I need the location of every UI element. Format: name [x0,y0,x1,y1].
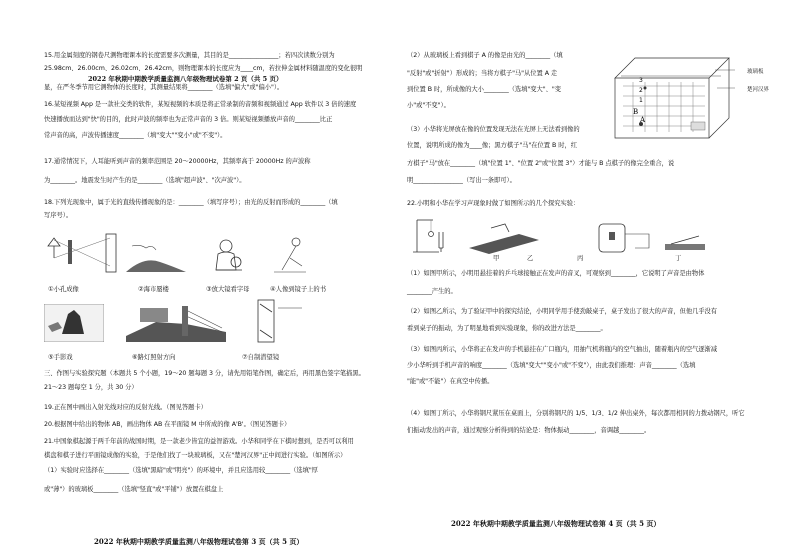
right-footer: 2022 年秋期中期教学质量监测八年级物理试卷第 4 页（共 5 页） [451,519,661,528]
q16-line-2: 快速播放而达到"快"的目的，此时声波的频率也为正常声音的 3 倍。则某短视频播放声音的________比正 [44,116,333,123]
q21-3-line-2: 位置，说明所成的像为____像；黑方棋子"马"在位置 B 时，红 [407,142,577,149]
fig-shadow [270,236,310,276]
q22-1-line-2: ________产生的。 [407,288,457,295]
q17-line-2: 为________。地震发生时产生的是________（选填"超声波"、"次声波"）。 [44,177,246,184]
q16-line-3: 常声音的高，声波传播速度________（填"变大""变小"或"不变"）。 [44,132,227,139]
overlay-header: 2022 年秋期中期教学质量监测八年级物理试卷第 2 页（共 5 页） [88,75,283,83]
q21-2-line-4: 小"或"不变"）。 [407,102,450,109]
q18-line-2: 写序号）。 [44,212,73,219]
q22-3-line-1: （3）如图丙所示，小华将正在发声的手机悬挂在广口瓶内，用抽气机将瓶内的空气抽出，随着瓶内的空气逐渐减 [407,346,718,353]
q21-2-line-2: "反射"或"折射"）形成的；当将方棋子"马"从位置 A 走 [407,70,558,77]
q18-line-1: 18.下列光现象中，属于光的直线传播现象的是：________（填写序号）；由光的反射而形成的________（填 [44,199,338,206]
label-yi: 乙 [527,255,534,262]
q21-3-line-4: 明________________（写出一条即可）。 [407,177,516,184]
left-footer: 2022 年秋期中期教学质量监测八年级物理试卷第 3 页（共 5 页） [94,537,304,546]
svg-text:B: B [633,108,639,116]
fig-magnifier [208,238,250,280]
q22-4-line-2: 们振动发出的声音，通过观察分析得到的结论是：物体振动________，音调越________。 [407,427,651,434]
q17-line-1: 17.通常情况下，人耳能听到声音的频率范围是 20～20000Hz，其频率高于 20000Hz 的声波称 [44,158,311,165]
q20-line: 20.根据图中给出的物体 AB，画出物体 AB 在平面镜 M 中所成的像 A'B'。（图见答题卡） [44,421,291,428]
fig-streetlight [126,302,226,342]
svg-text:3: 3 [639,77,643,84]
q21-2-line-3: 到位置 B 时，所成像的大小________（选填"变大"、"变 [407,86,561,93]
q22-2-line-1: （2）如图乙所示，为了验证甲中的探究结论，小明同学用手使劲敲桌子，桌子发出了很大的声音，但他几乎没有 [407,308,718,315]
right-page [397,0,794,560]
label-ding: 丁 [675,255,682,262]
caption-1: ①小孔成像 [48,286,79,293]
svg-text:2: 2 [639,87,643,94]
q15-line-1: 15.用金属刻度的钢卷尺测物理课本的长度需要多次测量，其目的是________________；若四次读数分别为 [44,52,335,59]
q21-line-3: （1）实验时应选择在________（选填"黑暗"或"明亮"）的环境中，并且应选用较________（选填"厚 [44,467,318,474]
q22-4-line-1: （4）如图丁所示，小华将钢尺紧压在桌面上，分别将钢尺的 1/5、1/3、1/2 伸出桌外，每次都用相同的力拨动钢尺，听它 [407,410,745,417]
caption-3: ③放大镜看字母 [206,286,250,293]
caption-2: ②海市蜃楼 [138,286,169,293]
label-bing: 丙 [577,255,584,262]
q16-line-1: 16.某短视频 App 是一款社交类的软件，某短视频的本质是将正常录制的音频和视频通过 App 软件以 3 倍的速度 [44,101,357,108]
fig-hand-shadow [44,304,104,342]
caption-6: ⑥路灯照射方向 [132,354,176,361]
fig-sound-experiments [409,214,709,256]
svg-text:1: 1 [639,97,643,104]
q22-2-line-2: 看到桌子的振动，为了明显地看到实验现象，你的改进方法是________。 [407,325,607,332]
q21-line-4: 或"薄"）的玻璃板________（选填"竖直"或"平铺"）放置在棋盘上 [44,486,224,493]
q21-3-line-3: 方棋子"马"放在________（填"位置 1"、"位置 2"或"位置 3"）才能与 B 点棋子的像完全重合，说 [407,160,675,167]
svg-text:A: A [640,116,646,124]
section3-line-1: 三、作图与实验探究题（本题共 5 个小题，19～20 题每题 3 分，请先用铅笔作图，确定后，再用黑色签字笔描黑。 [44,370,365,377]
label-river: 楚河汉界 [747,87,770,93]
q19-line: 19.正在图中画出入射光线对应的反射光线。（图见答题卡） [44,404,207,411]
label-jia: 甲 [493,255,500,262]
q22-3-line-3: "能"或"不能"）在真空中传播。 [407,378,494,385]
q21-3-line-1: （3）小华将光屏放在像的位置发现无法在光屏上无法看到像的 [407,126,580,133]
q15-line-2: 25.98cm、26.00cm、26.02cm、26.42cm，则物理课本的长度应为____cm，若拉伸金属材料随温度的变化很明 [44,65,363,72]
q21-line-1: 21.中国象棋起源于两千年前的战国时期，是一款老少皆宜的益智游戏。小华和同学在下棋时想到，是否可以利用 [44,438,354,445]
q22-3-line-2: 少小华听到手机声音的响度________（选填"变大""变小"或"不变"），由此我们推理：声音________（选填 [407,362,696,369]
fig-chessboard [611,52,743,142]
label-glass: 玻璃板 [747,69,764,75]
q21-line-2: 棋盘和棋子进行平面镜成像的实验，于是他们找了一块玻璃板，又在"楚河汉界"正中间进行实验。（如图所示） [44,452,347,459]
q15-line-3: 显，在严冬季节用它测物体的长度时，其测量结果将________（选填"偏大"或"偏小"）。 [44,84,284,91]
q22-intro: 22.小明和小华在学习声现象时做了如图所示的几个探究实验： [407,200,580,207]
caption-4: ④人像到镜子上的书 [270,286,327,293]
caption-7: ⑦自制潜望镜 [242,354,280,361]
fig-periscope [244,298,304,344]
q22-1-line-1: （1）如图甲所示，小明用悬挂着的乒乓球接触正在发声的音叉，可观察到________，它说明了声音是由物体 [407,270,705,277]
fig-pinhole [44,232,120,276]
caption-5: ⑤手影戏 [48,354,73,361]
section3-line-2: 21～23 题每空 1 分，共 30 分） [44,384,138,391]
fig-mirage [126,242,186,278]
q21-2-line-1: （2）从玻璃板上看到棋子 A 的像是由光的________（填 [407,52,563,59]
